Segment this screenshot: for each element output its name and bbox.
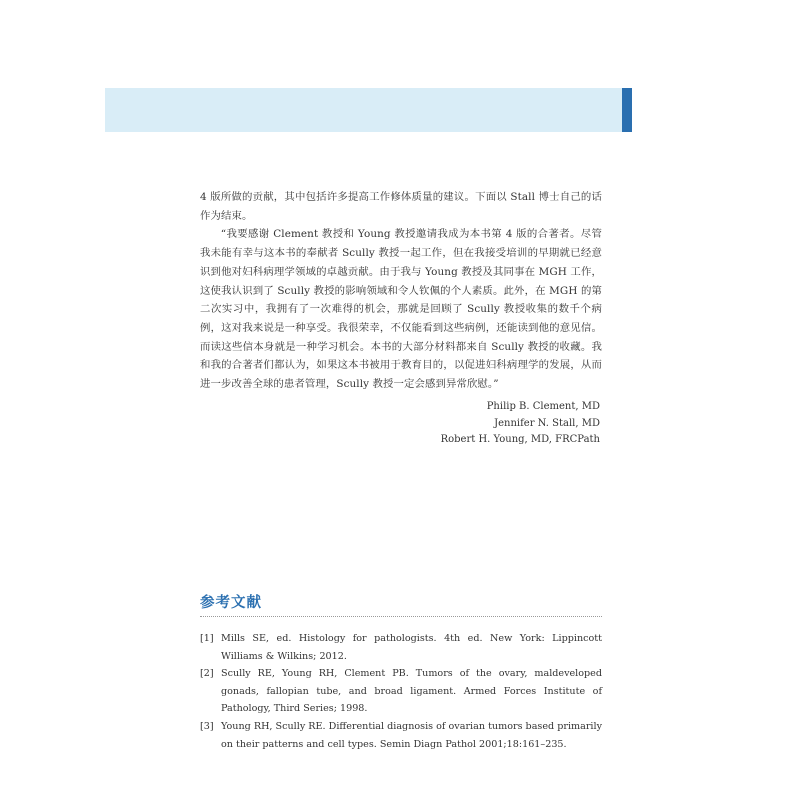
reference-item bbox=[200, 718, 602, 753]
reference-text: Mills SE, ed. Histology for pathologists. 4th ed. New York: Lippincott Williams & Wilkins; 2012. bbox=[221, 633, 602, 662]
reference-list bbox=[200, 630, 602, 753]
reference-item bbox=[200, 630, 602, 665]
author-signature: Philip B. Clement, MD bbox=[486, 401, 600, 412]
reference-number: [3] bbox=[200, 720, 214, 732]
reference-number: [1] bbox=[200, 633, 214, 644]
references-heading: 参考文献 bbox=[200, 594, 262, 611]
header-accent-bar bbox=[622, 88, 632, 132]
author-signature: Robert H. Young, MD, FRCPath bbox=[440, 434, 600, 445]
author-signatures bbox=[441, 399, 600, 449]
body-text bbox=[200, 188, 602, 394]
header-band bbox=[105, 88, 632, 132]
author-signature: Jennifer N. Stall, MD bbox=[494, 417, 600, 429]
body-paragraph: “我要感谢 Clement 教授和 Young 教授邀请我成为本书第 4 版的合著者。尽管我未能有幸与这本书的奉献者 Scully 教授一起工作，但在我接受培训的早期就已经意识到他对妇科病理学领域的卓越贡献。由于我与 Young 教授及其同事在 MGH 工作，这使我认识到了 Scully 教授的影响领域和令人钦佩的个人素质。此外，在 MGH 的第二次实习中，我拥有了一次难得的机会，那就是回顾了 Scully 教授收集的数千个病例，这对我来说是一种享受。我很荣幸，不仅能看到这些病例，还能读到他的意见信。而读这些信本身就是一种学习机会。本书的大部分材料都来自 Scully 教授的收藏。我和我的合著者们都认为，如果这本书被用于教育目的，以促进妇科病理学的发展，从而进一步改善全球的患者管理，Scully 教授一定会感到异常欣慰。” bbox=[200, 228, 602, 391]
reference-item bbox=[200, 665, 602, 718]
reference-text: Scully RE, Young RH, Clement PB. Tumors of the ovary, maldeveloped gonads, fallopian tube, and broad ligament. Armed Forces Institute of Pathology, Third Series; 1998. bbox=[221, 668, 602, 715]
body-paragraph: 4 版所做的贡献，其中包括许多提高工作修体质量的建议。下面以 Stall 博士自己的话作为结束。 bbox=[200, 191, 602, 222]
reference-text: Young RH, Scully RE. Differential diagnosis of ovarian tumors based primarily on their patterns and cell types. Semin Diagn Pathol 2001;18:161–235. bbox=[221, 720, 602, 750]
reference-number: [2] bbox=[200, 668, 214, 680]
references-divider bbox=[200, 616, 602, 617]
